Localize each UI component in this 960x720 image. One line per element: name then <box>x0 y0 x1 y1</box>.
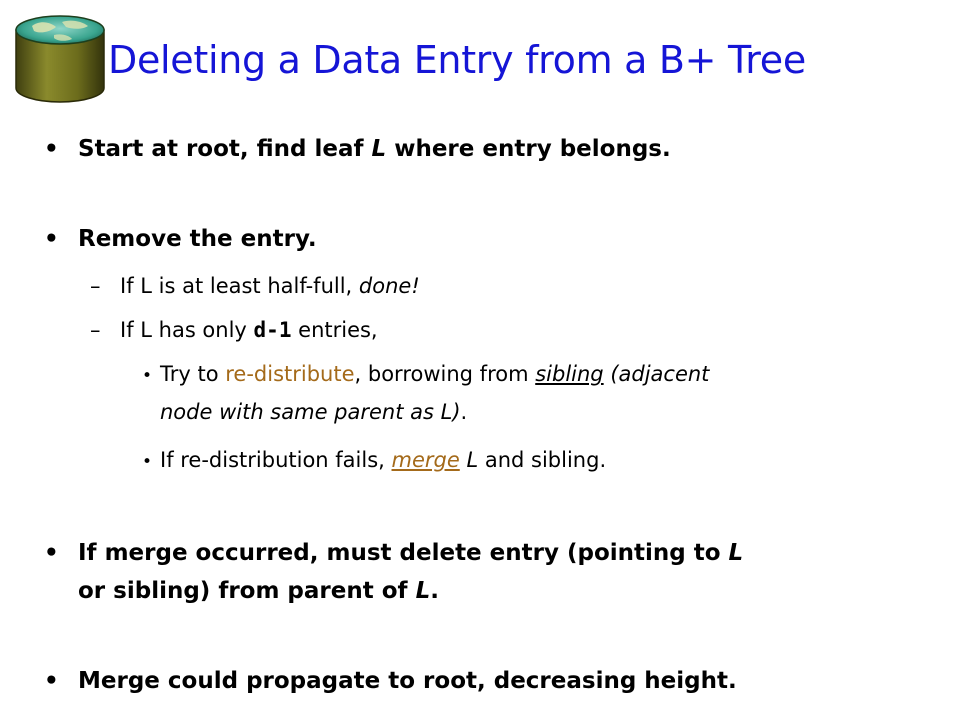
text: If re-distribution fails, <box>160 448 392 472</box>
term-merge: merge <box>391 448 460 472</box>
bullet-propagate-to-root: Merge could propagate to root, decreasing height. <box>78 668 737 694</box>
term-sibling: sibling <box>535 362 604 386</box>
bullet-start-at-root <box>78 136 671 162</box>
leaf-variable: L <box>466 448 479 472</box>
sub-bullet-d-minus-1 <box>120 318 378 342</box>
text: node with same parent as L) <box>160 400 461 424</box>
bullet-marker: • <box>44 136 59 162</box>
leaf-variable: L <box>415 578 431 604</box>
dash-marker: – <box>90 274 101 298</box>
text: , borrowing from <box>354 362 536 386</box>
term-redistribute: re-distribute <box>225 362 355 386</box>
bullet-marker: • <box>44 226 59 252</box>
sub-sub-bullet-merge <box>160 448 606 472</box>
bullet-marker: • <box>44 668 59 694</box>
database-cylinder-icon <box>10 10 110 106</box>
sub-bullet-text: If L has only <box>120 318 254 342</box>
sub-bullet-text: entries, <box>291 318 378 342</box>
emphasis-done: done! <box>358 274 420 298</box>
text: (adjacent <box>603 362 710 386</box>
small-bullet-marker: • <box>142 366 153 386</box>
bullet-remove-entry: Remove the entry. <box>78 226 317 252</box>
leaf-variable: L <box>728 540 744 566</box>
leaf-variable: L <box>371 136 387 162</box>
bullet-text: or sibling) from parent of <box>78 578 416 604</box>
bullet-text: where entry belongs. <box>386 136 671 162</box>
bullet-text: . <box>430 578 439 604</box>
sub-bullet-text: If L is at least half-full, <box>120 274 359 298</box>
bullet-text: If merge occurred, must delete entry (pointing to <box>78 540 729 566</box>
text: Try to <box>160 362 226 386</box>
sub-sub-bullet-redistribute-continued <box>160 400 467 424</box>
bullet-text: Start at root, find leaf <box>78 136 372 162</box>
small-bullet-marker: • <box>142 452 153 472</box>
dash-marker: – <box>90 318 101 342</box>
code-d-minus-1: d-1 <box>253 318 292 342</box>
slide-title: Deleting a Data Entry from a B+ Tree <box>108 38 806 82</box>
text: . <box>460 400 468 424</box>
sub-bullet-half-full <box>120 274 420 298</box>
text: and sibling. <box>478 448 607 472</box>
bullet-merge-occurred-continued <box>78 578 439 604</box>
bullet-merge-occurred <box>78 540 743 566</box>
bullet-marker: • <box>44 540 59 566</box>
sub-sub-bullet-redistribute <box>160 362 709 386</box>
